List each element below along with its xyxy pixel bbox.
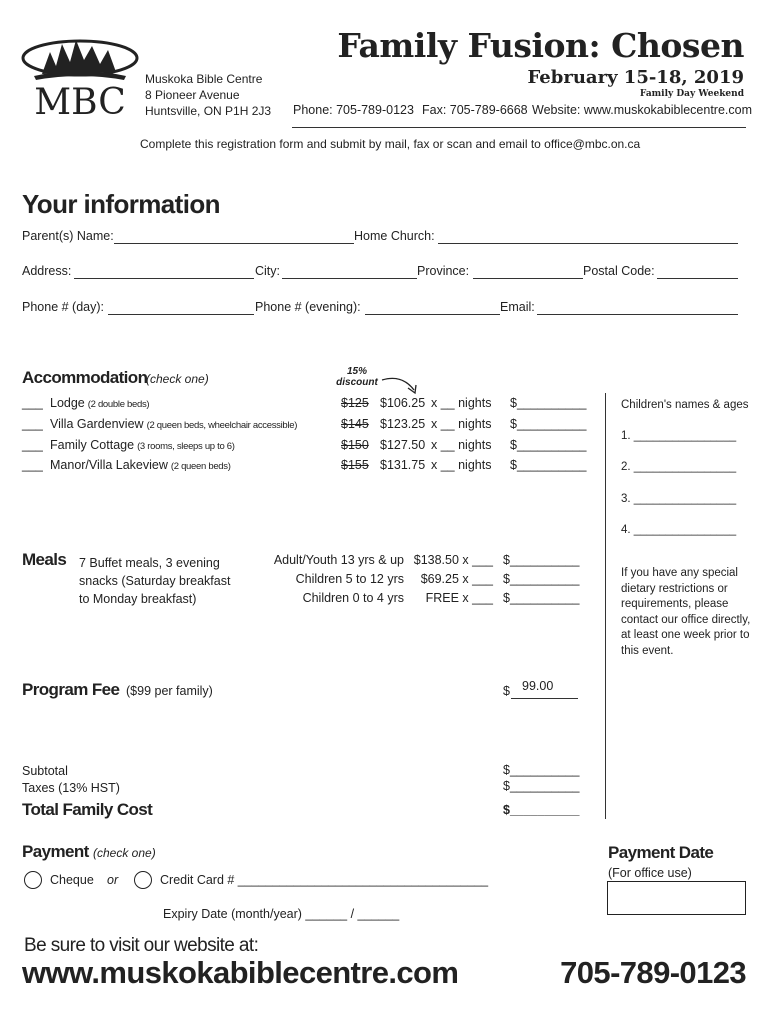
mbc-logo bbox=[20, 36, 140, 120]
phone-day-label: Phone # (day): bbox=[22, 300, 104, 314]
phone-evening-field[interactable] bbox=[365, 314, 500, 315]
program-fee-field bbox=[511, 698, 578, 699]
room-name: Villa Gardenview bbox=[50, 417, 144, 431]
accommodation-nights[interactable]: x __ nights bbox=[431, 438, 492, 452]
your-info-heading: Your information bbox=[22, 189, 220, 219]
meal-total[interactable]: $__________ bbox=[503, 553, 580, 567]
church-field[interactable] bbox=[438, 243, 738, 244]
room-detail: (2 queen beds, wheelchair accessible) bbox=[146, 420, 298, 431]
address-label: Address: bbox=[22, 264, 72, 278]
meal-price[interactable]: $138.50 x ___ bbox=[413, 553, 493, 567]
accommodation-new-price: $127.50 bbox=[380, 438, 426, 452]
payment-date-note: (For office use) bbox=[608, 866, 692, 880]
province-field[interactable] bbox=[473, 278, 583, 279]
room-name: Family Cottage bbox=[50, 438, 135, 452]
room-detail: (3 rooms, sleeps up to 6) bbox=[137, 441, 235, 452]
accommodation-nights[interactable]: x __ nights bbox=[431, 396, 492, 410]
meal-total[interactable]: $__________ bbox=[503, 591, 580, 605]
credit-card-field[interactable]: Credit Card # ____________________________________ bbox=[160, 873, 489, 887]
child-slot[interactable]: 1. ________________ bbox=[621, 430, 737, 442]
expiry-field[interactable]: Expiry Date (month/year) ______ / ______ bbox=[163, 907, 400, 921]
payment-date-box[interactable] bbox=[607, 881, 746, 915]
org-address-1: 8 Pioneer Avenue bbox=[145, 88, 240, 102]
meals-heading: Meals bbox=[22, 550, 67, 569]
svg-text:MBC: MBC bbox=[34, 82, 126, 120]
email-label: Email: bbox=[500, 300, 535, 314]
accommodation-blank[interactable]: ___ bbox=[22, 458, 43, 472]
accommodation-total[interactable]: $__________ bbox=[510, 396, 587, 410]
program-fee-dollar: $ bbox=[503, 684, 510, 698]
payment-date-heading: Payment Date bbox=[608, 843, 714, 862]
parents-field[interactable] bbox=[114, 243, 354, 244]
accommodation-total[interactable]: $__________ bbox=[510, 458, 587, 472]
total-field[interactable]: $__________ bbox=[503, 803, 580, 817]
accommodation-new-price: $106.25 bbox=[380, 396, 426, 410]
child-slot[interactable]: 3. ________________ bbox=[621, 493, 737, 505]
discount-label: 15% discount bbox=[336, 366, 378, 388]
footer-phone: 705-789-0123 bbox=[560, 955, 746, 990]
credit-card-radio[interactable] bbox=[134, 871, 152, 889]
payment-heading: Payment bbox=[22, 842, 89, 861]
accommodation-blank[interactable]: ___ bbox=[22, 396, 43, 410]
meal-price[interactable]: $69.25 x ___ bbox=[420, 572, 493, 586]
city-field[interactable] bbox=[282, 278, 417, 279]
subtotal-field[interactable]: $__________ bbox=[503, 763, 580, 777]
room-detail: (2 double beds) bbox=[87, 399, 150, 410]
accommodation-new-price: $123.25 bbox=[380, 417, 426, 431]
meals-desc: to Monday breakfast) bbox=[79, 592, 197, 606]
meals-desc: snacks (Saturday breakfast bbox=[79, 574, 231, 588]
meals-desc: 7 Buffet meals, 3 evening bbox=[79, 556, 220, 570]
org-name: Muskoka Bible Centre bbox=[145, 72, 263, 86]
meal-total[interactable]: $__________ bbox=[503, 572, 580, 586]
total-label: Total Family Cost bbox=[22, 800, 153, 819]
accommodation-blank[interactable]: ___ bbox=[22, 438, 43, 452]
tree-logo-icon bbox=[20, 36, 140, 120]
footer-visit: Be sure to visit our website at: bbox=[24, 935, 259, 956]
accommodation-heading: Accommodation bbox=[22, 368, 148, 387]
phone-day-field[interactable] bbox=[108, 314, 254, 315]
accommodation-name bbox=[50, 438, 235, 452]
program-fee-heading: Program Fee bbox=[22, 680, 120, 699]
address-field[interactable] bbox=[74, 278, 254, 279]
meal-category: Adult/Youth 13 yrs & up bbox=[273, 553, 404, 567]
postal-label: Postal Code: bbox=[583, 264, 655, 278]
program-fee-note: ($99 per family) bbox=[126, 684, 213, 698]
accommodation-old-price: $145 bbox=[341, 417, 369, 431]
room-detail: (2 queen beds) bbox=[170, 461, 231, 472]
email-field[interactable] bbox=[537, 314, 738, 315]
org-phone: Phone: 705-789-0123 bbox=[293, 103, 414, 117]
header-rule bbox=[292, 127, 746, 128]
taxes-label: Taxes (13% HST) bbox=[22, 781, 120, 795]
dietary-note: If you have any special dietary restrictions or requirements, please contact our office directly, at least one week prior to this event. bbox=[621, 567, 751, 657]
sidebar-divider bbox=[605, 393, 606, 819]
org-address-2: Huntsville, ON P1H 2J3 bbox=[145, 104, 272, 118]
payment-or: or bbox=[107, 873, 119, 887]
room-name: Lodge bbox=[50, 396, 85, 410]
footer-url[interactable]: www.muskokabiblecentre.com bbox=[22, 955, 459, 990]
event-dates: February 15-18, 2019 bbox=[527, 67, 744, 88]
accommodation-check-note: (check one) bbox=[146, 372, 209, 386]
postal-field[interactable] bbox=[657, 278, 738, 279]
church-label: Home Church: bbox=[354, 229, 435, 243]
accommodation-total[interactable]: $__________ bbox=[510, 438, 587, 452]
accommodation-blank[interactable]: ___ bbox=[22, 417, 43, 431]
subtotal-label: Subtotal bbox=[22, 764, 68, 778]
city-label: City: bbox=[255, 264, 280, 278]
accommodation-old-price: $155 bbox=[341, 458, 369, 472]
accommodation-old-price: $125 bbox=[341, 396, 369, 410]
instructions: Complete this registration form and submit by mail, fax or scan and email to office@mbc.on.ca bbox=[140, 137, 641, 151]
accommodation-name bbox=[50, 417, 297, 431]
taxes-field[interactable]: $__________ bbox=[503, 779, 580, 793]
event-subtitle: Family Day Weekend bbox=[639, 89, 744, 99]
discount-arrow-icon bbox=[380, 374, 422, 398]
accommodation-nights[interactable]: x __ nights bbox=[431, 458, 492, 472]
meal-category: Children 0 to 4 yrs bbox=[302, 591, 404, 605]
event-title: Family Fusion: Chosen bbox=[337, 26, 744, 65]
payment-check-note: (check one) bbox=[93, 846, 156, 860]
program-fee-value: 99.00 bbox=[522, 679, 554, 693]
children-heading: Children's names & ages bbox=[621, 399, 749, 411]
accommodation-old-price: $150 bbox=[341, 438, 369, 452]
accommodation-name bbox=[50, 396, 149, 410]
accommodation-total[interactable]: $__________ bbox=[510, 417, 587, 431]
meal-price[interactable]: FREE x ___ bbox=[425, 591, 493, 605]
cheque-label: Cheque bbox=[50, 873, 94, 887]
parents-label: Parent(s) Name: bbox=[22, 229, 114, 243]
org-website[interactable]: Website: www.muskokabiblecentre.com bbox=[532, 103, 752, 117]
accommodation-new-price: $131.75 bbox=[380, 458, 426, 472]
child-slot[interactable]: 4. ________________ bbox=[621, 524, 737, 536]
child-slot[interactable]: 2. ________________ bbox=[621, 461, 737, 473]
org-fax: Fax: 705-789-6668 bbox=[422, 103, 528, 117]
cheque-radio[interactable] bbox=[24, 871, 42, 889]
accommodation-nights[interactable]: x __ nights bbox=[431, 417, 492, 431]
province-label: Province: bbox=[417, 264, 470, 278]
phone-evening-label: Phone # (evening): bbox=[255, 300, 361, 314]
room-name: Manor/Villa Lakeview bbox=[50, 458, 168, 472]
meal-category: Children 5 to 12 yrs bbox=[295, 572, 404, 586]
accommodation-name bbox=[50, 458, 231, 472]
